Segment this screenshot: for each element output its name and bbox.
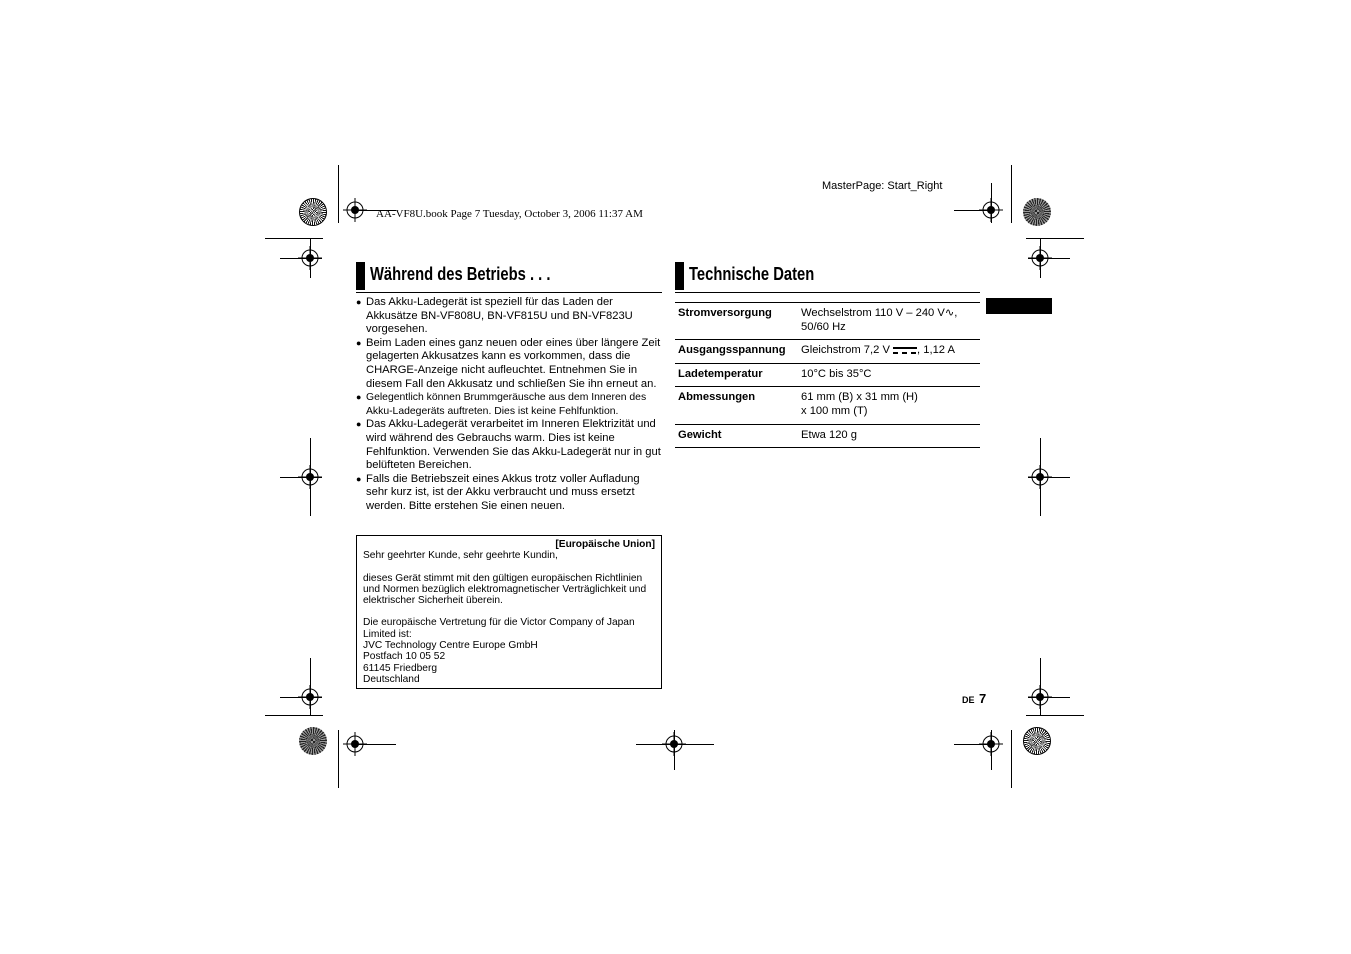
spec-value: Etwa 120 g — [801, 428, 857, 441]
section-heading-specs — [675, 262, 980, 290]
book-info: AA-VF8U.book Page 7 Tuesday, October 3, 2006 11:37 AM — [376, 208, 643, 220]
spec-value: 61 mm (B) x 31 mm (H) x 100 mm (T) — [801, 391, 918, 417]
language-tab-marker — [986, 298, 1052, 314]
spec-label: Ausgangsspannung — [678, 344, 786, 357]
eu-notice-paragraph: dieses Gerät stimmt mit den gültigen europäischen Richtlinien und Normen bezüglich elektromagnetischer Verträglichkeit und elektrischer Sicherheit überein. — [363, 572, 647, 607]
table-row — [675, 303, 980, 340]
spec-value: Gleichstrom 7,2 V , 1,12 A — [801, 344, 955, 357]
list-item: ● Gelegentlich können Brummgeräusche aus dem Inneren des Akku-Ladegeräts auftreten. Dies ist keine Fehlfunktion. — [356, 392, 647, 417]
color-wheel-icon — [299, 198, 327, 226]
page-number-value: 7 — [978, 691, 987, 706]
bullet-icon: ● — [356, 297, 362, 307]
color-wheel-icon — [1023, 198, 1051, 226]
operation-notes-list — [356, 296, 662, 514]
page-number — [962, 690, 986, 708]
eu-address-line: Deutschland — [363, 673, 420, 685]
table-row — [675, 340, 980, 364]
eu-address-line: Postfach 10 05 52 — [363, 651, 446, 663]
bullet-icon: ● — [356, 337, 362, 348]
eu-address-line: JVC Technology Centre Europe GmbH — [363, 640, 538, 652]
eu-address-line: 61145 Friedberg — [363, 662, 438, 674]
spec-value: Wechselstrom 110 V – 240 V∿, 50/60 Hz — [801, 307, 958, 333]
spec-value: 10°C bis 35°C — [801, 367, 872, 380]
section-title: Technische Daten — [689, 264, 815, 284]
dc-symbol-icon — [893, 345, 917, 355]
section-heading-operation — [356, 262, 662, 290]
color-wheel-icon — [299, 727, 327, 755]
eu-notice-greeting: Sehr geehrter Kunde, sehr geehrte Kundin, — [363, 550, 558, 562]
spec-label: Ladetemperatur — [678, 367, 763, 380]
list-item: ● Das Akku-Ladegerät verarbeitet im Inneren Elektrizität und wird während des Gebrauchs warm. Dies ist keine Fehlfunktion. Verwenden Sie das Akku-Ladegerät nur in gut belüfteten Bereichen. — [356, 418, 661, 472]
list-item: ● Beim Laden eines ganz neuen oder eines über längere Zeit gelagerten Akkusatzes kann es vorkommen, dass die CHARGE-Anzeige nicht aufleuchtet. Entnehmen Sie in diesem Fall den Akkusatz und schließen Sie ihn erneut an. — [356, 336, 661, 390]
masterpage-label: MasterPage: Start_Right — [822, 180, 943, 192]
eu-notice-paragraph: Die europäische Vertretung für die Victor Company of Japan Limited ist: — [363, 617, 635, 640]
specs-table — [675, 302, 980, 448]
bullet-icon: ● — [356, 473, 362, 484]
bullet-icon: ● — [356, 392, 362, 403]
bullet-icon: ● — [356, 419, 362, 430]
eu-notice-box — [356, 535, 662, 689]
language-code: DE — [962, 695, 975, 705]
table-row — [675, 424, 980, 448]
section-title: Während des Betriebs . . . — [370, 264, 551, 284]
eu-notice-title: [Europäische Union] — [555, 539, 655, 550]
list-item: ● Falls die Betriebszeit eines Akkus trotz voller Aufladung sehr kurz ist, ist der Akku verbraucht und muss ersetzt werden. Bitte erstehen Sie einen neuen. — [356, 472, 640, 512]
color-wheel-icon — [1023, 727, 1051, 755]
spec-label: Stromversorgung — [678, 307, 772, 319]
list-item: ● Das Akku-Ladegerät ist speziell für das Laden der Akkusätze BN-VF808U, BN-VF815U und BN-VF823U vorgesehen. — [356, 296, 633, 336]
spec-label: Gewicht — [678, 428, 722, 441]
table-row — [675, 387, 980, 424]
table-row — [675, 363, 980, 387]
spec-label: Abmessungen — [678, 391, 756, 404]
